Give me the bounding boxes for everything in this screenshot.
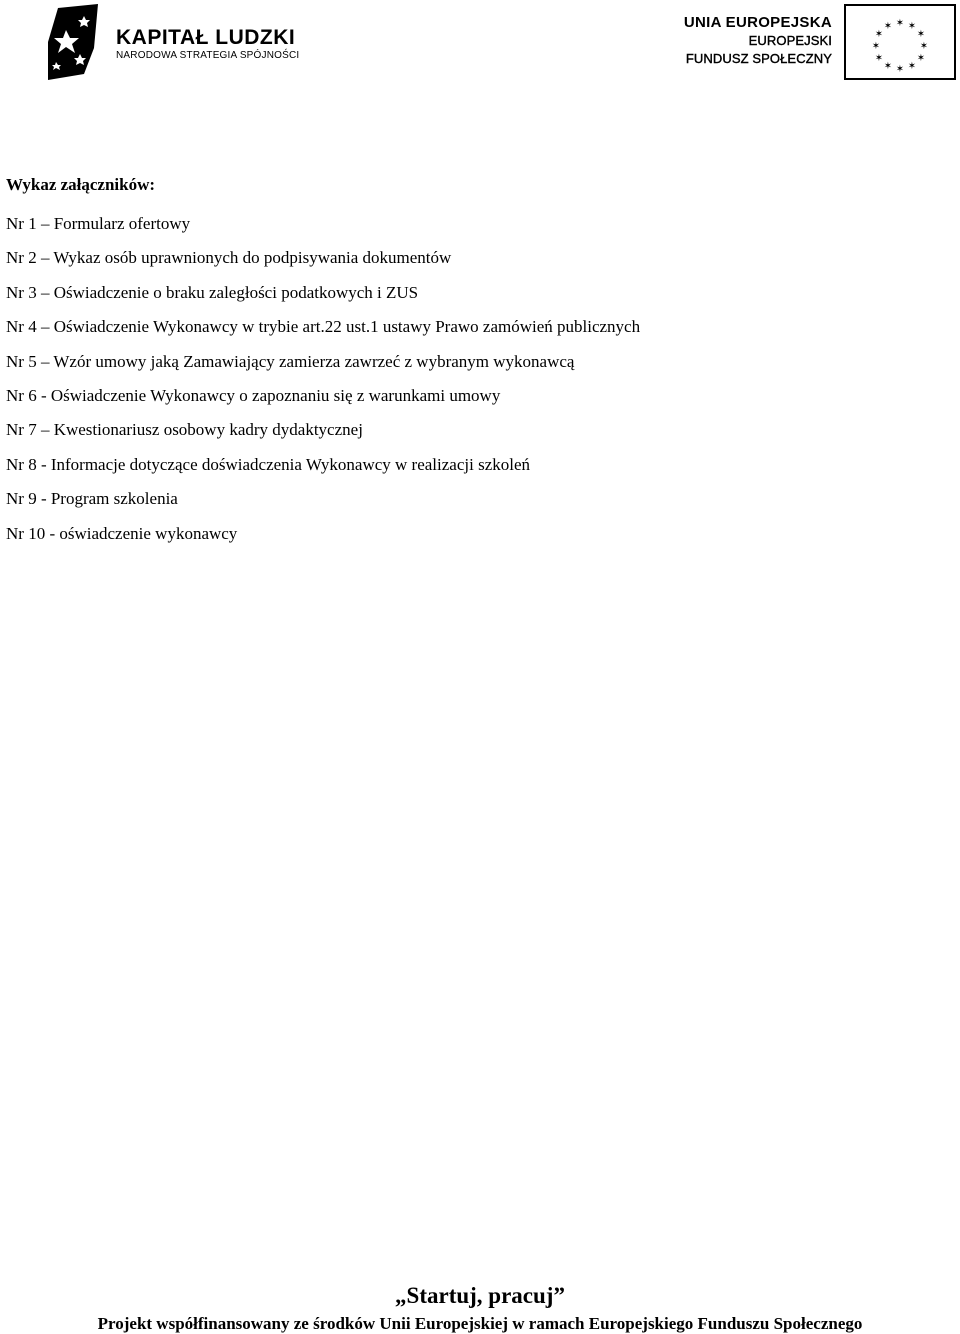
svg-text:✶: ✶ xyxy=(907,61,917,72)
svg-text:✶: ✶ xyxy=(883,21,893,32)
kapital-ludzki-emblem-icon xyxy=(44,4,102,80)
kapital-ludzki-logo xyxy=(116,27,299,62)
svg-text:✶: ✶ xyxy=(895,18,905,29)
svg-text:✶: ✶ xyxy=(916,29,926,40)
svg-text:✶: ✶ xyxy=(871,41,881,52)
attachments-list xyxy=(6,214,946,558)
page-footer xyxy=(0,1278,960,1334)
kapital-ludzki-subtitle: NARODOWA STRATEGIA SPÓJNOŚCI xyxy=(116,50,300,61)
attachment-item: Nr 1 – Formularz ofertowy xyxy=(6,214,191,233)
svg-text:✶: ✶ xyxy=(919,41,929,52)
eu-fund-line2: FUNDUSZ SPOŁECZNY xyxy=(685,51,832,66)
svg-text:✶: ✶ xyxy=(874,53,884,64)
attachment-item: Nr 3 – Oświadczenie o braku zaległości podatkowych i ZUS xyxy=(6,282,419,302)
svg-text:✶: ✶ xyxy=(883,61,893,72)
svg-text:✶: ✶ xyxy=(895,64,905,75)
attachment-item: Nr 5 – Wzór umowy jaką Zamawiający zamierza zawrzeć z wybranym wykonawcą xyxy=(6,351,575,371)
document-body xyxy=(6,170,946,558)
attachment-item: Nr 7 – Kwestionariusz osobowy kadry dydaktycznej xyxy=(6,420,363,440)
attachment-item: Nr 8 - Informacje dotyczące doświadczenia Wykonawcy w realizacji szkoleń xyxy=(6,454,531,474)
attachment-item: Nr 9 - Program szkolenia xyxy=(6,489,178,509)
attachment-item: Nr 4 – Oświadczenie Wykonawcy w trybie art.22 ust.1 ustawy Prawo zamówień publicznych xyxy=(6,317,641,337)
svg-text:✶: ✶ xyxy=(916,53,926,64)
kapital-ludzki-title: KAPITAŁ LUDZKI xyxy=(116,26,296,49)
eu-logo-text xyxy=(684,14,832,68)
eu-union-name: UNIA EUROPEJSKA xyxy=(683,14,832,31)
attachment-item: Nr 10 - oświadczenie wykonawcy xyxy=(6,523,238,543)
attachment-item: Nr 2 – Wykaz osób uprawnionych do podpisywania dokumentów xyxy=(6,248,452,268)
attachment-item: Nr 6 - Oświadczenie Wykonawcy o zapoznaniu się z warunkami umowy xyxy=(6,385,501,405)
footer-funding-note: Projekt współfinansowany ze środków Unii Europejskiej w ramach Europejskiego Funduszu Społecznego xyxy=(97,1314,863,1333)
attachments-heading: Wykaz załączników: xyxy=(6,175,156,194)
svg-text:✶: ✶ xyxy=(907,21,917,32)
svg-text:✶: ✶ xyxy=(874,29,884,40)
page-header xyxy=(0,0,960,90)
footer-slogan: „Startuj, pracuj” xyxy=(395,1283,565,1308)
eu-fund-line1: EUROPEJSKI xyxy=(748,33,832,48)
eu-flag-icon xyxy=(844,4,956,80)
